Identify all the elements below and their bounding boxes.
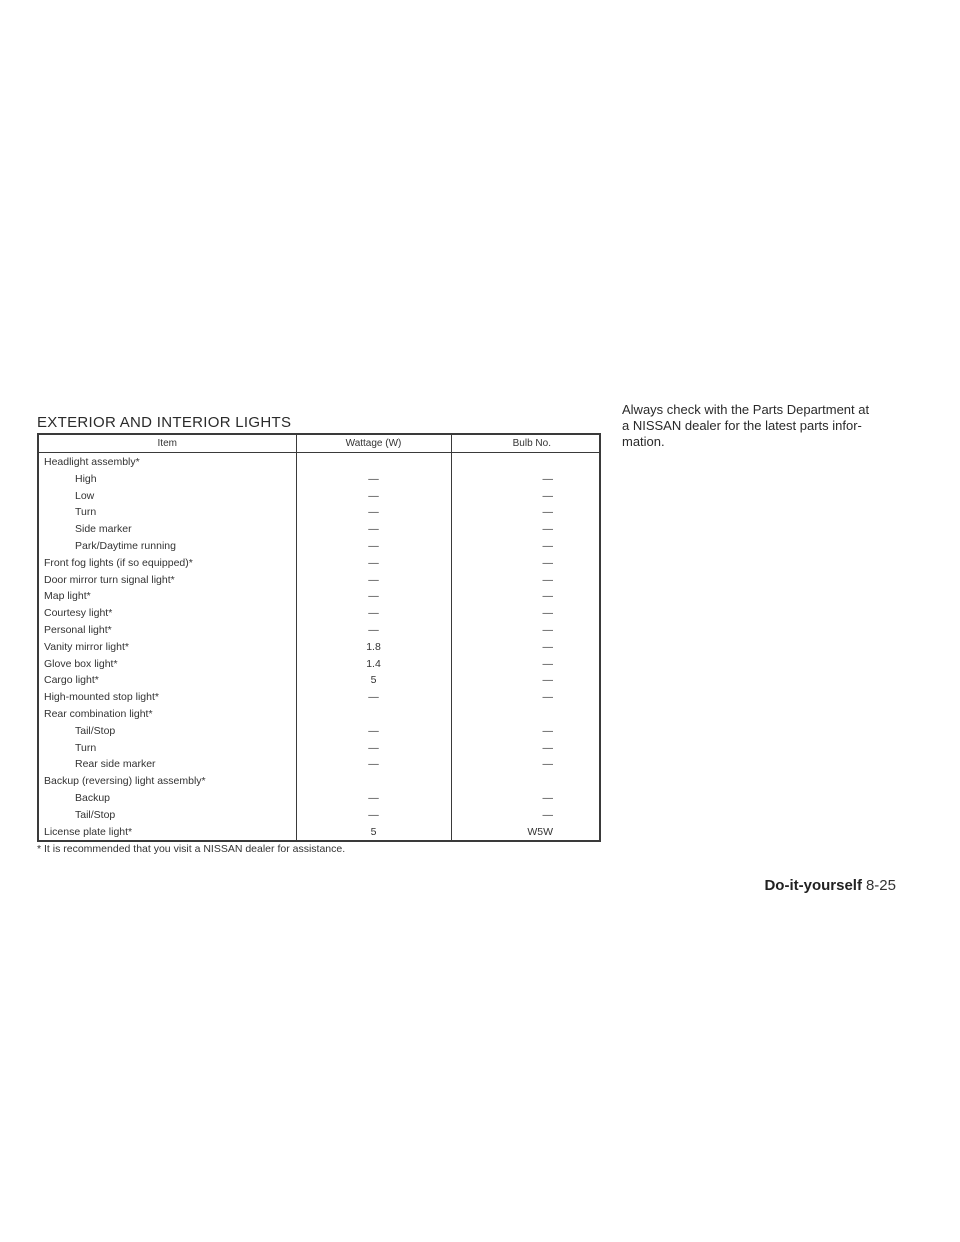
cell-wattage: 1.4 (296, 656, 451, 673)
cell-bulb: — (542, 573, 553, 586)
cell-item: Side marker (39, 521, 296, 538)
table-row (39, 672, 599, 689)
cell-wattage: — (296, 555, 451, 572)
cell-item: Personal light* (39, 622, 296, 639)
table-row (39, 756, 599, 773)
cell-item: Vanity mirror light* (39, 639, 296, 656)
cell-item: Rear side marker (39, 756, 296, 773)
cell-item: Backup (39, 790, 296, 807)
table-row (39, 572, 599, 589)
cell-wattage: — (296, 756, 451, 773)
cell-bulb: — (542, 590, 553, 603)
column-header-wattage: Wattage (W) (296, 435, 451, 453)
cell-wattage (296, 706, 451, 723)
cell-bulb: — (542, 556, 553, 569)
cell-wattage: — (296, 740, 451, 757)
section-heading: EXTERIOR AND INTERIOR LIGHTS (37, 414, 292, 432)
section-name: Do-it-yourself (764, 877, 862, 894)
cell-wattage: — (296, 471, 451, 488)
cell-bulb: — (542, 640, 553, 653)
table-row (39, 824, 599, 841)
cell-item: Headlight assembly* (39, 453, 296, 471)
table-row (39, 521, 599, 538)
cell-item: Door mirror turn signal light* (39, 572, 296, 589)
cell-bulb: — (542, 758, 553, 771)
cell-bulb: — (542, 724, 553, 737)
cell-wattage: 5 (296, 824, 451, 841)
cell-item: Courtesy light* (39, 605, 296, 622)
cell-bulb: — (542, 808, 553, 821)
table-row (39, 689, 599, 706)
cell-item: High-mounted stop light* (39, 689, 296, 706)
table-header-row (39, 435, 599, 453)
cell-wattage: — (296, 807, 451, 824)
table-row (39, 588, 599, 605)
cell-wattage: — (296, 504, 451, 521)
page-footer (764, 877, 896, 894)
bulb-table (37, 433, 601, 842)
cell-item: Turn (39, 740, 296, 757)
cell-item: High (39, 471, 296, 488)
cell-wattage: — (296, 572, 451, 589)
table-row (39, 605, 599, 622)
cell-item: Turn (39, 504, 296, 521)
cell-wattage: 5 (296, 672, 451, 689)
cell-wattage: — (296, 521, 451, 538)
cell-bulb: — (542, 791, 553, 804)
side-note (622, 402, 888, 450)
table-row (39, 504, 599, 521)
cell-bulb: — (542, 489, 553, 502)
cell-wattage: 1.8 (296, 639, 451, 656)
cell-wattage: — (296, 723, 451, 740)
table-row (39, 538, 599, 555)
cell-wattage: — (296, 538, 451, 555)
page-number: 8-25 (865, 877, 896, 894)
footnote: * It is recommended that you visit a NISSAN dealer for assistance. (37, 843, 346, 855)
cell-wattage: — (296, 689, 451, 706)
cell-bulb: — (542, 506, 553, 519)
cell-bulb: — (542, 741, 553, 754)
table-row (39, 488, 599, 505)
side-note-line: a NISSAN dealer for the latest parts infor- (622, 418, 862, 433)
cell-item: Rear combination light* (39, 706, 296, 723)
table-row (39, 471, 599, 488)
cell-wattage (296, 773, 451, 790)
cell-item: Tail/Stop (39, 807, 296, 824)
table-row (39, 740, 599, 757)
table-row (39, 807, 599, 824)
cell-item: Glove box light* (39, 656, 296, 673)
cell-bulb: — (542, 523, 553, 536)
cell-wattage: — (296, 488, 451, 505)
cell-item: License plate light* (39, 824, 296, 841)
table-row (39, 555, 599, 572)
cell-wattage (296, 453, 451, 471)
cell-item: Cargo light* (39, 672, 296, 689)
cell-bulb: — (542, 472, 553, 485)
table-row (39, 773, 599, 790)
cell-wattage: — (296, 622, 451, 639)
cell-item: Low (39, 488, 296, 505)
cell-item: Tail/Stop (39, 723, 296, 740)
table-row (39, 656, 599, 673)
cell-wattage: — (296, 605, 451, 622)
table-row (39, 790, 599, 807)
cell-bulb: — (542, 623, 553, 636)
side-note-line: mation. (622, 434, 665, 449)
cell-bulb: — (542, 674, 553, 687)
table-row (39, 706, 599, 723)
column-header-item: Item (39, 435, 296, 453)
cell-item: Front fog lights (if so equipped)* (39, 555, 296, 572)
cell-wattage: — (296, 588, 451, 605)
side-note-line: Always check with the Parts Department at (622, 402, 870, 417)
table-row (39, 639, 599, 656)
cell-bulb: — (542, 657, 553, 670)
cell-bulb (451, 773, 599, 790)
table-row (39, 622, 599, 639)
cell-item: Backup (reversing) light assembly* (39, 773, 296, 790)
cell-item: Park/Daytime running (39, 538, 296, 555)
cell-bulb: — (542, 607, 553, 620)
table-row (39, 723, 599, 740)
cell-bulb: — (542, 539, 553, 552)
cell-bulb (451, 453, 599, 471)
cell-wattage: — (296, 790, 451, 807)
cell-bulb: W5W (527, 825, 553, 838)
cell-bulb: — (542, 691, 553, 704)
table-row (39, 453, 599, 471)
cell-bulb (451, 706, 599, 723)
column-header-bulb: Bulb No. (451, 435, 599, 453)
cell-item: Map light* (39, 588, 296, 605)
